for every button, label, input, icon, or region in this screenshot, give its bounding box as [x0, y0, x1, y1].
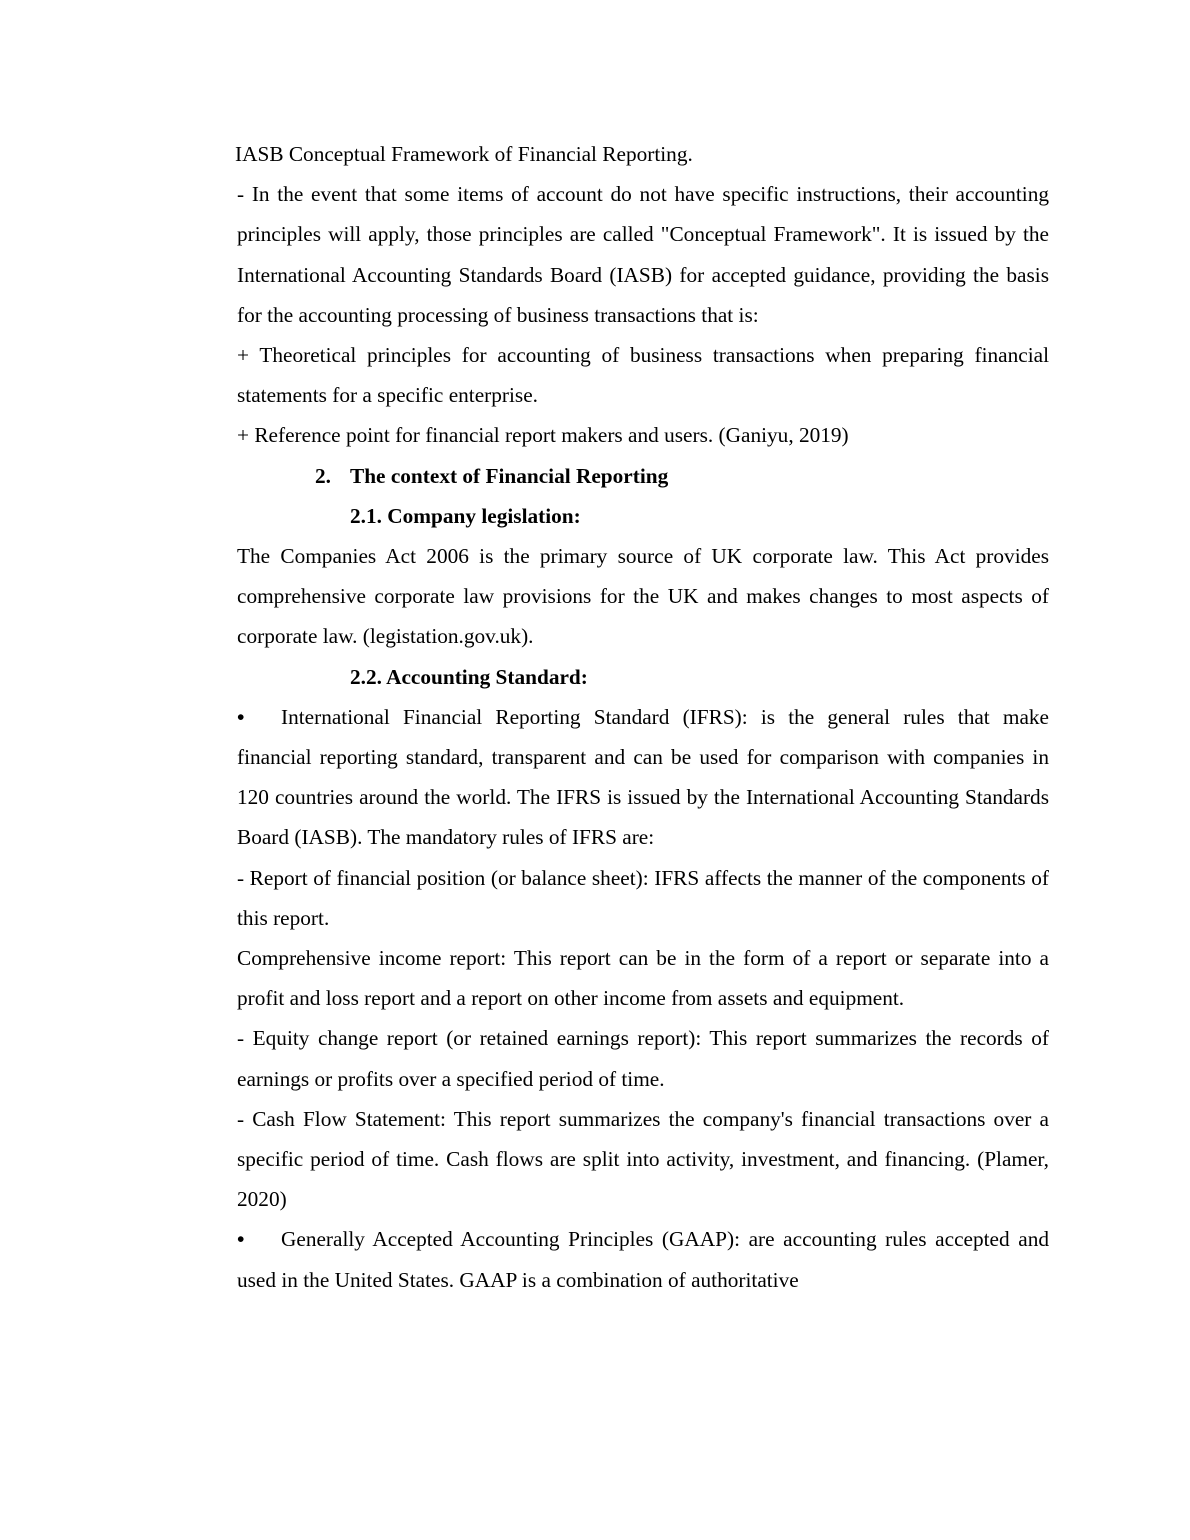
paragraph-companies-act: The Companies Act 2006 is the primary source of UK corporate law. This Act provides comprehensive corporate law provisions for the UK and makes changes to most aspects of corporate law. (legistation.gov.uk).	[237, 544, 1049, 649]
bullet-text-gaap: Generally Accepted Accounting Principles (GAAP): are accounting rules accepted and used in the United States. GAAP is a combination of authoritative	[237, 1227, 1049, 1292]
paragraph-equity-change: - Equity change report (or retained earnings report): This report summarizes the records of earnings or profits over a specified period of time.	[237, 1026, 1049, 1091]
document-body	[237, 134, 1049, 1300]
bullet-item-ifrs	[237, 697, 1049, 858]
bullet-icon: •	[237, 1227, 245, 1252]
paragraph-financial-position: - Report of financial position (or balance sheet): IFRS affects the manner of the components of this report.	[237, 865, 1049, 930]
paragraph-cash-flow: - Cash Flow Statement: This report summarizes the company's financial transactions over a specific period of time. Cash flows are split into activity, investment, and financing. (Plamer, 2020)	[237, 1106, 1049, 1212]
subheading-accounting-standard: 2.2. Accounting Standard:	[350, 664, 588, 689]
bullet-icon: •	[237, 704, 245, 729]
paragraph-framework-title: IASB Conceptual Framework of Financial Reporting.	[235, 142, 693, 166]
bullet-item-gaap	[237, 1219, 1049, 1299]
paragraph-comprehensive-income: Comprehensive income report: This report can be in the form of a report or separate into a profit and loss report and a report on other income from assets and equipment.	[237, 946, 1049, 1011]
section-number: 2.	[315, 463, 331, 488]
paragraph-theoretical-principles: + Theoretical principles for accounting of business transactions when preparing financial statements for a specific enterprise.	[237, 343, 1049, 408]
paragraph-conceptual-framework: - In the event that some items of account do not have specific instructions, their accounting principles will apply, those principles are called "Conceptual Framework". It is issued by the International Accounting Standards Board (IASB) for accepted guidance, providing the basis for the accounting processing of business transactions that is:	[237, 182, 1049, 327]
subheading-company-legislation: 2.1. Company legislation:	[350, 503, 581, 528]
bullet-text-ifrs: International Financial Reporting Standard (IFRS): is the general rules that make financial reporting standard, transparent and can be used for comparison with companies in 120 countries around the world. The IFRS is issued by the International Accounting Standards Board (IASB). The mandatory rules of IFRS are:	[237, 704, 1049, 850]
section-heading-context	[237, 456, 1049, 496]
paragraph-reference-point: + Reference point for financial report makers and users. (Ganiyu, 2019)	[237, 423, 849, 448]
section-title: The context of Financial Reporting	[350, 463, 669, 488]
